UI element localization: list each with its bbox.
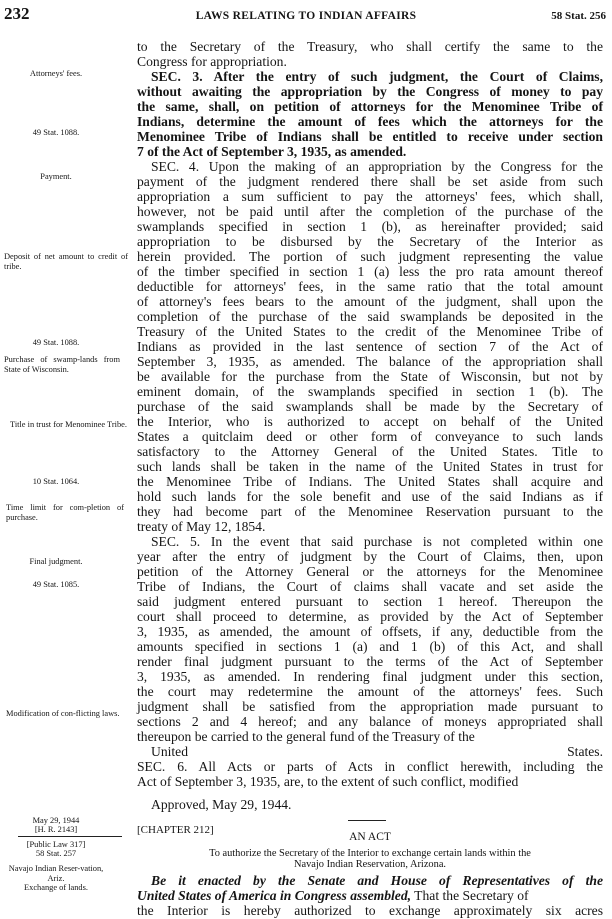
body-line: year after the entry of judgment by the Court of Claims, then, upon <box>137 549 603 564</box>
margin-note-stat-1088-a: 49 Stat. 1088. <box>32 128 80 137</box>
margin-note-stat-1064: 10 Stat. 1064. <box>32 477 80 486</box>
body-line: however, not be paid until after the completion of the purchase of the <box>137 204 603 219</box>
page-number: 232 <box>4 4 30 23</box>
running-title: LAWS RELATING TO INDIAN AFFAIRS <box>195 10 417 22</box>
margin-note-title-trust: Title in trust for Menominee Tribe. <box>10 420 127 429</box>
body-line: they had become part of the Menominee Reservation pursuant to the <box>137 504 603 519</box>
body-line: Indians, determine the amount of fees which the attorneys for the <box>137 114 603 129</box>
margin-note-payment: Payment. <box>40 172 72 181</box>
body-line: of attorney's fees bears to the amount of the judgment, shall upon the <box>137 294 603 309</box>
enacting-clause-line-1: Be it enacted by the Senate and House of Representatives of the <box>151 873 603 888</box>
margin-note-stat-1085: 49 Stat. 1085. <box>32 580 80 589</box>
body-line: to the Secretary of the Treasury, who shall certify the same to the <box>137 39 603 54</box>
body-line: SEC. 6. All Acts or parts of Acts in conflict herewith, including the <box>137 759 603 774</box>
body-line: 3, 1935, as amended, the amount of offsets, if any, deductible from the <box>137 624 603 639</box>
body-line: swamplands specified in section 1 (b), as hereinafter provided; said <box>137 219 603 234</box>
margin-note-deposit: Deposit of net amount to credit of tribe. <box>4 252 128 271</box>
body-line: Indians as provided in the last sentence of section 7 of the Act of <box>137 339 603 354</box>
margin-note-attorneys-fees: Attorneys' fees. <box>29 69 83 78</box>
body-line: be available for the purchase from the State of Wisconsin, but not by <box>137 369 603 384</box>
body-line: 7 of the Act of September 3, 1935, as amended. <box>137 144 407 159</box>
body-line: purchase of the said swamplands shall be made by the Secretary of <box>137 399 603 414</box>
margin-divider <box>18 836 122 837</box>
margin-note-bill: [H. R. 2143] <box>34 825 78 834</box>
body-line: without awaiting the appropriation by the Congress of money to pay <box>137 84 603 99</box>
margin-note-stat-1088-b: 49 Stat. 1088. <box>32 338 80 347</box>
body-line: Act of September 3, 1935, are, to the extent of such conflict, modified <box>137 774 519 789</box>
enacting-clause-line-2 <box>137 889 603 904</box>
body-line: appropriation to be disbursed by the Secretary of the Interior as <box>137 234 603 249</box>
body-line: payment of the judgment rendered there shall be set aside from such <box>137 174 603 189</box>
body-line: the Interior, who is authorized to accept on behalf of the United <box>137 414 603 429</box>
body-line: SEC. 4. Upon the making of an appropriation by the Congress for the <box>151 159 603 174</box>
enacting-clause-rest: That the Secretary of <box>411 888 529 903</box>
chapter-label: [CHAPTER 212] <box>137 824 214 836</box>
act-heading: AN ACT <box>349 831 391 843</box>
body-line: Tribe of Indians, the Court of claims shall vacate and set aside the <box>137 579 603 594</box>
body-line: said judgment entered pursuant to section 1 hereof. Thereupon the <box>137 594 603 609</box>
body-line: court shall proceed to determine, as provided by the Act of September <box>137 609 603 624</box>
body-line: the same, shall, on petition of attorneys for the Menominee Tribe of <box>137 99 603 114</box>
body-line: sections 2 and 4 hereof; and any balance of moneys appropriated shall <box>137 714 603 729</box>
body-line: deductible for attorneys' fees, in the same ratio that the total amount <box>137 279 603 294</box>
body-line: completion of the purchase of the said swamplands be deposited in the <box>137 309 603 324</box>
body-line: Congress for appropriation. <box>137 54 287 69</box>
margin-note-exchange: Exchange of lands. <box>24 883 88 892</box>
act-title-line-2: Navajo Indian Reservation, Arizona. <box>293 859 447 870</box>
margin-note-final-judgment: Final judgment. <box>29 557 83 566</box>
margin-note-purchase: Purchase of swamp-lands from State of Wisconsin. <box>4 355 120 374</box>
body-line: treaty of May 12, 1854. <box>137 519 266 534</box>
body-line: satisfactory to the Attorney General of the United States. Title to <box>137 444 603 459</box>
body-line: appropriation a sum sufficient to pay the attorneys' fees, which shall, <box>137 189 603 204</box>
body-line: the court may redetermine the amount of the attorneys' fees. Such <box>137 684 603 699</box>
enacting-clause-italic: United States of America in Congress assembled, <box>137 888 412 903</box>
body-line: eminent domain, of the swamplands specified in section 1 (b). The <box>137 384 603 399</box>
approval-line: Approved, May 29, 1944. <box>151 797 292 812</box>
body-line: SEC. 3. After the entry of such judgment, the Court of Claims, <box>151 69 603 84</box>
act-title-line-1: To authorize the Secretary of the Interior to exchange certain lands within the <box>209 848 531 859</box>
margin-note-modification: Modification of con-flicting laws. <box>6 709 120 718</box>
margin-note-time-limit: Time limit for com-pletion of purchase. <box>6 503 124 522</box>
section-divider <box>348 820 386 821</box>
body-line: hold such lands for the sole benefit and use of the said Indians as if <box>137 489 603 504</box>
body-line: September 3, 1935, as amended. The balance of the appropriation shall <box>137 354 603 369</box>
body-line: judgment shall be satisfied from the appropriation made pursuant to <box>137 699 603 714</box>
body-line: of the timber specified in section 1 (a) less the pro rata amount thereof <box>137 264 603 279</box>
body-line: herein provided. The portion of such judgment representing the value <box>137 249 603 264</box>
body-line: Menominee Tribe of Indians shall be entitled to receive under section <box>137 129 603 144</box>
margin-note-navajo: Navajo Indian Reser-vation, Ariz. <box>8 864 104 883</box>
body-line: render final judgment pursuant to the terms of the Act of September <box>137 654 603 669</box>
margin-note-stat-257: 58 Stat. 257 <box>35 849 77 858</box>
enacting-clause-line-3: the Interior is hereby authorized to exchange approximately six acres <box>137 903 603 918</box>
body-line: the Menominee Tribe of Indians. The United States shall acquire and <box>137 474 603 489</box>
body-line: States a quitclaim deed or other form of conveyance to such lands <box>137 429 603 444</box>
margin-note-public-law: [Public Law 317] <box>26 840 86 849</box>
body-line: SEC. 5. In the event that said purchase is not completed within one <box>151 534 603 549</box>
margin-note-date: May 29, 1944 <box>32 816 80 825</box>
body-line: United States. <box>151 744 603 759</box>
body-line: such lands shall be taken in the name of the United States in trust for <box>137 459 603 474</box>
body-line: amounts specified in sections 1 (a) and 1 (b) of this Act, and shall <box>137 639 603 654</box>
body-line: petition of the Attorney General or the attorneys for the Menominee <box>137 564 603 579</box>
body-line: Treasury of the United States to the credit of the Menominee Tribe of <box>137 324 603 339</box>
body-line: 3, 1935, as amended. In rendering final judgment under this section, <box>137 669 603 684</box>
statute-reference: 58 Stat. 256 <box>551 10 606 22</box>
body-line: thereupon be carried to the general fund of the Treasury of the <box>137 729 475 744</box>
